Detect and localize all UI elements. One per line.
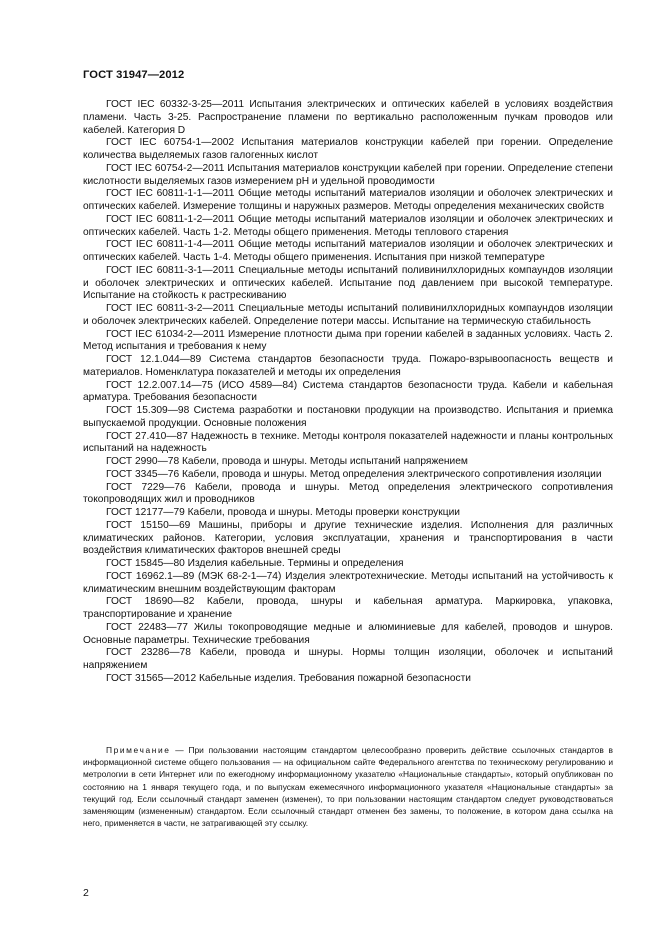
reference-item: ГОСТ IEC 61034-2—2011 Измерение плотности дыма при горении кабелей в заданных условиях. Часть 2. Метод испытания и требования к нему [83, 328, 613, 353]
page-header: ГОСТ 31947—2012 [83, 69, 185, 81]
reference-item: ГОСТ 12177—79 Кабели, провода и шнуры. Методы проверки конструкции [106, 507, 460, 518]
reference-item: ГОСТ 7229—76 Кабели, провода и шнуры. Метод определения электрического сопротивления токопроводящих жил и проводников [83, 481, 613, 506]
note-label: Примечание [106, 745, 171, 755]
reference-item: ГОСТ 12.1.044—89 Система стандартов безопасности труда. Пожаро-взрывоопасность веществ и материалов. Номенклатура показателей и методы их определения [83, 354, 613, 378]
reference-item: ГОСТ 16962.1—89 (МЭК 68-2-1—74) Изделия электротехнические. Методы испытаний на устойчивость к климатическим внешним воздействующим факторам [83, 570, 613, 595]
reference-item: ГОСТ 3345—76 Кабели, провода и шнуры. Метод определения электрического сопротивления изоляции [106, 468, 602, 480]
reference-item: ГОСТ IEC 60754-1—2002 Испытания материалов конструкции кабелей при горении. Определение количества выделяемых газов галогенных кислот [83, 137, 613, 161]
reference-item: ГОСТ IEC 60811-1-2—2011 Общие методы испытаний материалов изоляции и оболочек электрических и оптических кабелей. Часть 1-2. Методы общего применения. Методы теплового старения [83, 213, 613, 238]
reference-item: ГОСТ 15150—69 Машины, приборы и другие технические изделия. Исполнения для различных климатических районов. Категории, условия эксплуатации, хранения и транспортирования в части воздействия климатических факторов внешней среды [83, 519, 613, 557]
reference-item: ГОСТ IEC 60754-2—2011 Испытания материалов конструкции кабелей при горении. Определение степени кислотности выделяемых газов измерением pH и удельной проводимости [83, 162, 613, 187]
reference-item: ГОСТ 15845—80 Изделия кабельные. Термины и определения [106, 558, 404, 569]
references-list [83, 99, 613, 686]
reference-item: ГОСТ IEC 60811-1-1—2011 Общие методы испытаний материалов изоляции и оболочек электрических и оптических кабелей. Измерение толщины и наружных размеров. Методы определения механических свойств [83, 188, 613, 212]
reference-item: ГОСТ IEC 60332-3-25—2011 Испытания электрических и оптических кабелей в условиях воздействия пламени. Часть 3-25. Распространение пламени по вертикально расположенным пучкам проводов или кабелей. Категория D [83, 99, 613, 136]
reference-item: ГОСТ 12.2.007.14—75 (ИСО 4589—84) Система стандартов безопасности труда. Кабели и кабельная арматура. Требования безопасности [83, 379, 613, 404]
reference-item: ГОСТ 18690—82 Кабели, провода, шнуры и кабельная арматура. Маркировка, упаковка, транспортирование и хранение [83, 596, 613, 620]
reference-item: ГОСТ 15.309—98 Система разработки и постановки продукции на производство. Испытания и приемка выпускаемой продукции. Основные положения [83, 405, 613, 429]
reference-item: ГОСТ 31565—2012 Кабельные изделия. Требования пожарной безопасности [106, 672, 471, 684]
reference-item: ГОСТ IEC 60811-3-2—2011 Специальные методы испытаний поливинилхлоридных компаундов изоляции и оболочек электрических кабелей. Определение потери массы. Испытание на термическую стабильность [83, 303, 613, 327]
reference-item: ГОСТ IEC 60811-3-1—2011 Специальные методы испытаний поливинилхлоридных компаундов изоляции и оболочек электрических и оптических кабелей. Испытание под давлением при высокой температуре. Испытание на стойкость к растрескиванию [83, 264, 613, 302]
reference-item: ГОСТ 22483—77 Жилы токопроводящие медные и алюминиевые для кабелей, проводов и шнуров. Основные параметры. Технические требования [83, 621, 613, 646]
reference-item: ГОСТ 23286—78 Кабели, провода и шнуры. Нормы толщин изоляции, оболочек и испытаний напряжением [83, 647, 613, 671]
page-number: 2 [83, 887, 89, 899]
note [83, 744, 613, 829]
reference-item: ГОСТ IEC 60811-1-4—2011 Общие методы испытаний материалов изоляции и оболочек электрических и оптических кабелей. Часть 1-4. Методы общего применения. Испытания при низкой температуре [83, 239, 613, 263]
reference-item: ГОСТ 27.410—87 Надежность в технике. Методы контроля показателей надежности и планы контрольных испытаний на надежность [83, 430, 613, 455]
reference-item: ГОСТ 2990—78 Кабели, провода и шнуры. Методы испытаний напряжением [106, 456, 468, 467]
note-text: — При пользовании настоящим стандартом целесообразно проверить действие ссылочных стандартов в информационной системе общего пользования — на официальном сайте Федерального агентства по техническому регулированию и метрологии в сети Интернет или по ежегодному информационному указателю «Национальные стандарты», который опубликован по состоянию на 1 января текущего года, и по выпускам ежемесячного информационного указателя «Национальные стандарты» за текущий год. Если ссылочный стандарт заменен (изменен), то при пользовании настоящим стандартом следует руководствоваться заменяющим (измененным) стандартом. Если ссылочный стандарт отменен без замены, то положение, в котором дана ссылка на него, применяется в части, не затрагивающей эту ссылку. [83, 745, 614, 829]
